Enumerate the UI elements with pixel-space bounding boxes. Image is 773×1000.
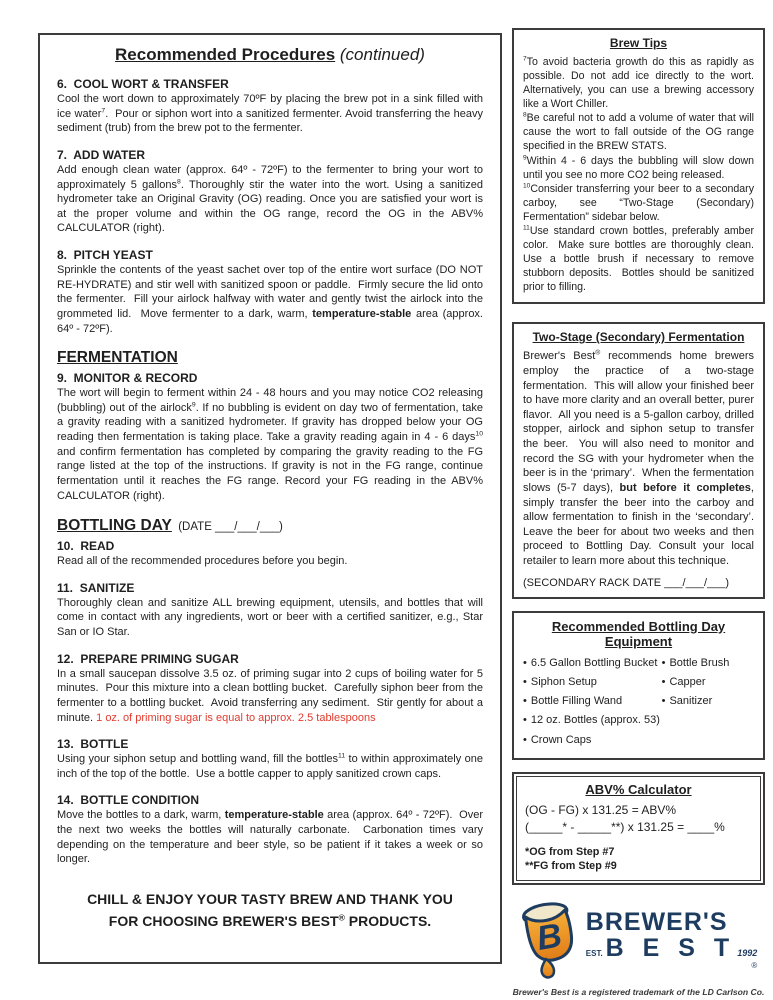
abv-calculator-title: ABV% Calculator (585, 781, 692, 797)
logo-brewers-text: BREWER'S (585, 907, 728, 936)
equipment-item (662, 654, 754, 673)
equipment-item-label: 12 oz. Bottles (approx. 53) (530, 714, 660, 727)
section-10 (57, 539, 483, 569)
brew-tips-box (512, 28, 765, 304)
page-title-suffix: (continued) (335, 45, 425, 64)
abv-formula-general: (OG - FG) x 131.25 = ABV% (525, 802, 677, 817)
procedures-panel (38, 33, 502, 964)
section-body-6: Cool the wort down to approximately 70ºF by placing the brew pot in a sink filled with ice water$^7$. Pour or siphon wort into a sanitized fermenter. Avoid transferring the heavy sediment (trub) from the brew pot to the fermenter. (57, 93, 487, 135)
svg-text:B: B (533, 916, 565, 958)
equipment-list-left (523, 654, 662, 750)
logo-year-text: 1992 (737, 947, 758, 958)
equipment-list-right (662, 654, 754, 750)
brew-tip-7: $^7$To avoid bacteria growth do this as rapidly as possible. Do not add ice directly to the wort. Alternatively, you can use a brewing accessory like a Wort Chiller. (523, 55, 757, 111)
section-heading-7: 7. ADD WATER (57, 147, 146, 162)
section-13 (57, 737, 487, 781)
brewers-best-logo (512, 901, 765, 997)
secondary-rack-date-blank: (SECONDARY RACK DATE ___/___/___) (523, 576, 730, 589)
equipment-item (662, 692, 754, 711)
equipment-item (662, 673, 754, 692)
equipment-item (523, 731, 662, 750)
trademark-notice: Brewer's Best is a registered trademark of the LD Carlson Co. (512, 986, 765, 997)
equipment-item (523, 692, 662, 711)
closing-message: CHILL & ENJOY YOUR TASTY BREW AND THANK YOU FOR CHOOSING BREWER'S BEST® PRODUCTS. (87, 890, 457, 929)
bottling-day-heading-row (57, 517, 483, 535)
bullet-icon: • (661, 675, 666, 688)
brew-tips-title: Brew Tips (609, 36, 668, 50)
logo-best-text: B E S T (605, 933, 736, 962)
brew-tip-11: $^{11}$Use standard crown bottles, preferably amber color. Make sure bottles are thoroughly clean. Use a bottle brush if necessary to remove stubborn deposits. Bottles should be sanitized prior to filling. (523, 224, 760, 294)
logo-registered-mark: ® (751, 960, 758, 970)
section-body-9: The wort will begin to ferment within 24 - 48 hours and you may notice CO2 releasing (bubbling) out of the airlock$^9$. If no bubbling is evident on day two of fermentation, take a gravity reading with a sanitized hydrometer. If gravity has dropped below your OG reading then fermentation is taking place. Take a gravity reading again in 4 - 6 days$^{10}$ and confirm fermentation has completed by comparing the gravity reading to the FG range listed at the top of the instructions. If gravity is not in the FG range, continue fermentation until it reaches the FG range. Record your FG reading in the ABV% CALCULATOR (right). (57, 387, 487, 502)
equipment-box (512, 611, 765, 760)
section-body-8: Sprinkle the contents of the yeast sachet over top of the entire wort surface (DO NOT RE-HYDRATE) and stir well with sanitized spoon or paddle. Firmly secure the lid onto the fermenter. Fill your airlock halfway with water and gently twist the airlock into the grommeted lid. Move fermenter to a dark, warm, temperature-stable area (approx. 64º - 72ºF). (57, 264, 487, 335)
section-body-11: Thoroughly clean and sanitize ALL brewing equipment, utensils, and bottles that will come in contact with any ingredients, wort or beer with a certified sanitizer, e.g., Star San or IO Star. (57, 596, 487, 638)
bullet-icon: • (523, 695, 527, 708)
equipment-lists (523, 654, 754, 750)
bullet-icon: • (523, 714, 527, 727)
section-heading-12: 12. PREPARE PRIMING SUGAR (57, 651, 239, 666)
brew-tip-10: $^{10}$Consider transferring your beer to a secondary carboy, see “Two-Stage (Secondary) Fermentation” sidebar below. (523, 182, 757, 223)
abv-note-og: *OG from Step #7 (525, 845, 615, 858)
abv-notes (525, 845, 752, 873)
two-stage-box (512, 322, 765, 598)
section-heading-8: 8. PITCH YEAST (57, 248, 153, 262)
logo-beer-b-icon (520, 901, 580, 979)
sidebar (512, 28, 765, 997)
section-12 (57, 651, 487, 726)
logo-wordmark (585, 907, 758, 970)
section-heading-13: 13. BOTTLE (57, 737, 129, 752)
section-body-7: Add enough clean water (approx. 64º - 72ºF) to the fermenter to bring your wort to approximately 5 gallons$^8$. Thoroughly stir the water into the wort. Using a sanitized hydrometer take an Original Gravity (OG) reading. Once you are satisfied your wort is at the proper volume and within the OG range, record the OG in the ABV% CALCULATOR (right). (57, 163, 487, 235)
equipment-item-label: 6.5 Gallon Bottling Bucket (530, 656, 658, 669)
section-9 (57, 371, 487, 503)
section-heading-9: 9. MONITOR & RECORD (57, 371, 198, 386)
equipment-item (523, 654, 662, 673)
brew-tip-9: $^9$Within 4 - 6 days the bubbling will slow down until you see no more CO2 being released. (523, 154, 757, 181)
section-heading-10: 10. READ (57, 539, 115, 554)
section-11 (57, 580, 487, 640)
abv-calculator-inner (516, 776, 761, 881)
page-title-main: Recommended Procedures (115, 45, 336, 64)
equipment-item (523, 673, 662, 692)
equipment-item-label: Capper (669, 675, 706, 688)
section-8 (57, 248, 487, 336)
bullet-icon: • (661, 656, 666, 669)
equipment-item-label: Bottle Brush (669, 656, 730, 669)
page-title (57, 45, 483, 65)
equipment-item-label: Sanitizer (669, 695, 713, 708)
bottling-day-date-blank: (DATE ___/___/___) (171, 521, 283, 534)
section-heading-6: 6. COOL WORT & TRANSFER (57, 77, 229, 91)
abv-note-fg: **FG from Step #9 (525, 859, 617, 872)
section-body-10: Read all of the recommended procedures before you begin. (57, 555, 348, 568)
logo-est-text: EST. (585, 948, 603, 958)
equipment-item (523, 711, 662, 730)
section-6 (57, 77, 487, 136)
section-heading-11: 11. SANITIZE (57, 580, 135, 595)
equipment-title: Recommended Bottling Day Equipment (551, 618, 726, 649)
equipment-item-label: Bottle Filling Wand (530, 695, 623, 708)
two-stage-title: Two-Stage (Secondary) Fermentation (532, 330, 745, 345)
abv-formula-blank: (_____* - _____**) x 131.25 = ____% (525, 820, 725, 835)
brew-tip-8: $^8$Be careful not to add a volume of water that will cause the wort to fall outside of the OG range specified in the BREW STATS. (523, 111, 757, 153)
section-7 (57, 147, 487, 236)
section-body-12: In a small saucepan dissolve 3.5 oz. of priming sugar into 2 cups of boiling water for 5 minutes. Pour this mixture into a clean bottling bucket. Carefully siphon beer from the fermenter to a bottling bucket. Avoid transferring any sediment. Stir gently for about a minute. 1 oz. of priming sugar is equal to approx. 2.5 tablespoons (57, 667, 487, 724)
two-stage-body: Brewer's Best® recommends home brewers employ the practice of a two-stage fermentation. This will allow your finished beer to have more clarity and an overall better, purer flavor. All you need is a 5-gallon carboy, drilled stopper, airlock and siphon setup to transfer the beer. You will also need to monitor and record the SG with your hydrometer when the beer is in the ‘primary’. When the fermentation slows (5-7 days), but before it completes, simply transfer the beer into the carboy and allow fermentation to finish in the ‘secondary’. Leave the beer for about two weeks and then proceed to Bottling Day. Consult your local retailer to learn more about this technique. (523, 349, 761, 568)
bullet-icon: • (523, 733, 527, 746)
fermentation-heading: FERMENTATION (57, 349, 178, 367)
equipment-item-label: Siphon Setup (530, 675, 597, 688)
equipment-item-label: Crown Caps (530, 733, 592, 746)
bullet-icon: • (661, 695, 666, 708)
section-heading-14: 14. BOTTLE CONDITION (57, 793, 200, 808)
bullet-icon: • (523, 656, 527, 669)
abv-calculator-box (512, 772, 765, 885)
section-body-13: Using your siphon setup and bottling wand, fill the bottles$^{11}$ to within approximately one inch of the top of the bottle. Use a bottle capper to apply sanitized crown caps. (57, 752, 487, 780)
section-14 (57, 793, 487, 867)
section-body-14: Move the bottles to a dark, warm, temperature-stable area (approx. 64º - 72ºF). Over the next two weeks the bottles will naturally carbonate. Carbonation times vary depending on the temperature and beer style, so be patient if it takes a week or so longer. (57, 809, 487, 866)
bottling-day-heading: BOTTLING DAY (57, 517, 172, 535)
bullet-icon: • (523, 675, 527, 688)
